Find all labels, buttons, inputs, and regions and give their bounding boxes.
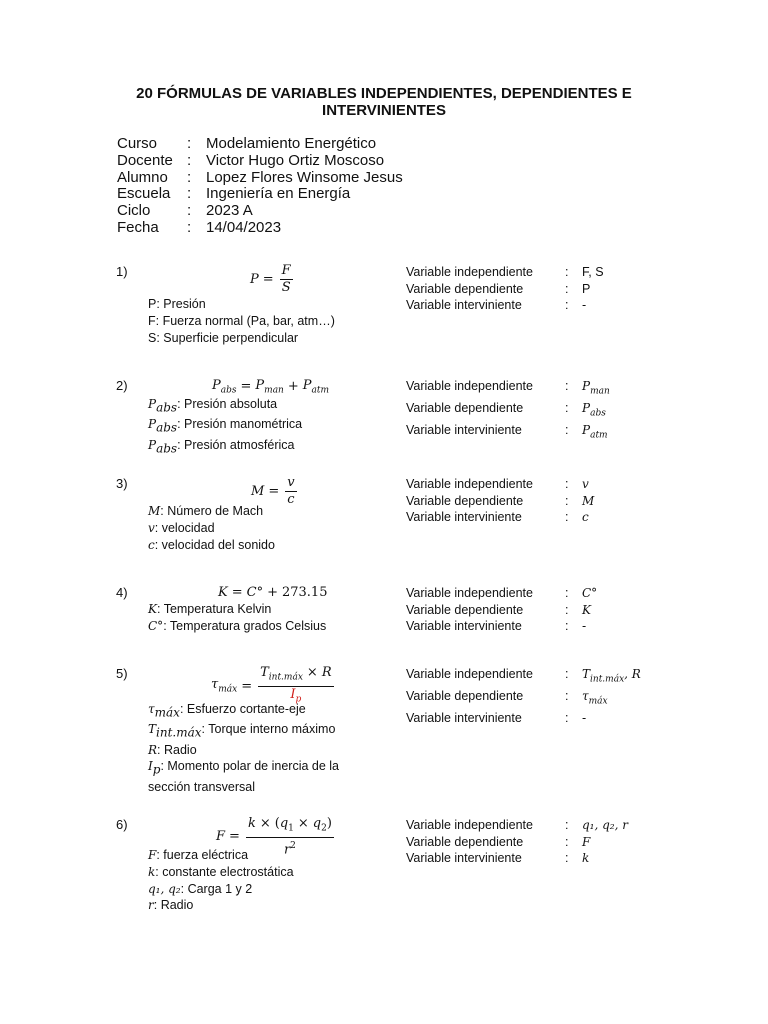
variables-list — [406, 666, 641, 726]
info-label: Ciclo — [117, 202, 151, 220]
equals-sign: = — [231, 585, 243, 600]
definition-item: P: Presión — [148, 297, 206, 311]
info-row-fecha — [117, 220, 403, 237]
info-colon: : — [187, 218, 192, 236]
var-colon: : — [565, 619, 569, 633]
var-colon: : — [565, 477, 569, 491]
variables-list — [406, 817, 628, 867]
var-value: $P_{atm}$ — [582, 422, 608, 441]
var-row-dependent — [406, 281, 604, 298]
info-colon: : — [187, 135, 192, 152]
info-row-docente — [117, 153, 403, 170]
var-colon: : — [565, 379, 569, 393]
var-label: Variable interviniente — [406, 619, 522, 633]
var-colon: : — [565, 400, 569, 415]
var-value: F, S — [582, 265, 604, 279]
fraction-denominator: c — [287, 492, 295, 507]
var-colon: : — [565, 510, 569, 524]
var-row-independent — [406, 378, 610, 400]
var-colon: : — [565, 586, 569, 600]
var-label: Variable dependiente — [406, 493, 524, 508]
var-colon: : — [565, 265, 569, 279]
formula-number: 3) — [116, 476, 128, 491]
var-label: Variable dependiente — [406, 400, 524, 415]
definition-item: F: fuerza eléctrica — [148, 848, 249, 862]
document-title: 20 FÓRMULAS DE VARIABLES INDEPENDIENTES, DEPENDIENTES E INTERVINIENTES — [136, 85, 632, 119]
definition-item: F: Fuerza normal (Pa, bar, atm…) — [148, 313, 335, 328]
info-label: Alumno — [117, 168, 168, 186]
var-colon: : — [565, 834, 569, 849]
variables-list — [406, 264, 604, 314]
formula-term: $P_{abs}$ — [212, 378, 237, 396]
var-label: Variable independiente — [406, 818, 533, 832]
var-colon: : — [565, 298, 569, 312]
var-value: - — [582, 619, 587, 633]
fraction-numerator: F — [281, 263, 291, 278]
var-value: F — [582, 834, 591, 849]
definition-item: sección transversal — [148, 779, 255, 794]
variables-list — [406, 378, 610, 444]
var-colon: : — [565, 602, 569, 617]
var-colon: : — [565, 281, 569, 296]
definitions-list — [148, 601, 326, 635]
var-row-independent — [406, 264, 604, 281]
fraction-numerator: $k \times (q_1 \times q_2)$ — [246, 817, 334, 838]
var-label: Variable dependiente — [406, 834, 524, 849]
info-label: Curso — [117, 135, 158, 152]
definition-item: v: velocidad — [148, 520, 215, 535]
equals-sign: = — [268, 484, 280, 499]
definition-item: K: Temperatura Kelvin — [148, 602, 272, 616]
var-row-independent — [406, 476, 594, 493]
formula-lhs: F — [216, 829, 226, 845]
var-row-dependent — [406, 400, 610, 422]
definition-item: $T_{int.máx}$: Torque interno máximo — [148, 722, 336, 740]
definition-item: q₁, q₂: Carga 1 y 2 — [148, 881, 253, 896]
var-colon: : — [565, 710, 569, 725]
definitions-list — [148, 847, 294, 914]
fraction-denominator: $r^2$ — [283, 840, 296, 857]
formula-lhs: K — [218, 585, 228, 600]
fraction — [280, 264, 293, 295]
definition-item: $P_{abs}$: Presión atmosférica — [148, 437, 295, 456]
equals-sign: = — [262, 272, 274, 287]
var-value: M — [582, 493, 595, 508]
formula-lhs: M — [251, 484, 265, 499]
var-value: C° — [582, 586, 598, 600]
var-label: Variable independiente — [406, 667, 533, 681]
formula-number: 5) — [116, 666, 128, 681]
plus-sign: + — [267, 585, 278, 600]
formula-term: $\tau_{máx}$ — [211, 677, 238, 695]
fraction-numerator: v — [287, 475, 295, 490]
var-value: K — [582, 602, 591, 617]
var-row-dependent — [406, 602, 597, 619]
formula-constant: 273.15 — [281, 585, 328, 600]
definition-item: c: velocidad del sonido — [148, 537, 275, 552]
equals-sign: = — [241, 678, 253, 694]
formula-number: 6) — [116, 817, 128, 832]
definition-item: k: constante electrostática — [148, 864, 294, 879]
fraction-denominator: S — [281, 280, 291, 295]
var-value: k — [582, 851, 590, 865]
var-row-intervening — [406, 422, 610, 444]
fraction — [285, 476, 296, 507]
var-value: P — [582, 281, 591, 296]
definition-item: $P_{abs}$: Presión absoluta — [148, 397, 278, 415]
var-colon: : — [565, 818, 569, 832]
var-row-intervening — [406, 710, 641, 727]
definition-item: $I_p$: Momento polar de inercia de la — [148, 759, 340, 777]
var-colon: : — [565, 493, 569, 508]
fraction-numerator: $T_{int.máx} \times R$ — [258, 666, 334, 687]
info-value: 2023 A — [206, 202, 253, 220]
info-value: Modelamiento Energético — [206, 135, 377, 152]
info-row-alumno — [117, 170, 403, 187]
formula-number: 4) — [116, 585, 128, 600]
info-label: Docente — [117, 151, 173, 169]
var-label: Variable independiente — [406, 379, 533, 393]
formula-number: 1) — [116, 264, 128, 279]
formula-term: $P_{atm}$ — [302, 378, 330, 396]
info-colon: : — [187, 168, 192, 186]
var-label: Variable interviniente — [406, 422, 522, 437]
var-row-dependent — [406, 688, 641, 710]
plus-sign: + — [287, 379, 299, 395]
info-row-curso — [117, 136, 403, 153]
info-value: Ingeniería en Energía — [206, 185, 351, 203]
var-value: - — [582, 298, 587, 312]
equals-sign: = — [229, 829, 240, 845]
info-value: 14/04/2023 — [206, 218, 282, 236]
definitions-list — [148, 296, 335, 346]
var-value: $P_{man}$ — [582, 379, 610, 397]
var-value: $P_{abs}$ — [582, 400, 606, 419]
var-row-dependent — [406, 493, 594, 510]
definition-item: R: Radio — [148, 742, 197, 757]
var-row-intervening — [406, 850, 628, 867]
var-row-dependent — [406, 834, 628, 851]
var-colon: : — [565, 851, 569, 865]
var-row-independent — [406, 585, 597, 602]
definition-item: C°: Temperatura grados Celsius — [148, 618, 327, 633]
var-label: Variable independiente — [406, 265, 533, 279]
definition-item: S: Superficie perpendicular — [148, 330, 299, 345]
var-label: Variable dependiente — [406, 688, 524, 703]
definition-item: M: Número de Mach — [148, 504, 264, 518]
var-value: q₁, q₂, r — [582, 818, 628, 832]
var-label: Variable interviniente — [406, 298, 522, 312]
formula-lhs: P — [250, 272, 259, 287]
info-label: Fecha — [117, 218, 159, 236]
definitions-list — [148, 396, 302, 457]
var-row-intervening — [406, 509, 594, 526]
info-label: Escuela — [117, 185, 171, 203]
formula-number: 2) — [116, 378, 128, 393]
var-colon: : — [565, 688, 569, 703]
var-label: Variable interviniente — [406, 510, 522, 524]
var-label: Variable independiente — [406, 586, 533, 600]
info-block — [117, 136, 403, 237]
info-colon: : — [187, 202, 192, 220]
info-row-escuela — [117, 186, 403, 203]
info-row-ciclo — [117, 203, 403, 220]
formula-expression — [218, 585, 327, 600]
var-colon: : — [565, 667, 569, 681]
var-value: c — [582, 510, 589, 524]
var-label: Variable interviniente — [406, 710, 522, 725]
var-label: Variable dependiente — [406, 281, 524, 296]
var-value: $\tau_{máx}$ — [582, 688, 608, 707]
equals-sign: = — [240, 379, 252, 395]
var-colon: : — [565, 422, 569, 437]
info-colon: : — [187, 151, 192, 169]
formula-term: C° — [246, 585, 264, 600]
var-label: Variable interviniente — [406, 851, 522, 865]
var-value: - — [582, 710, 587, 725]
variables-list — [406, 585, 597, 635]
var-row-intervening — [406, 297, 604, 314]
var-label: Variable dependiente — [406, 602, 524, 617]
info-colon: : — [187, 185, 192, 203]
var-label: Variable independiente — [406, 477, 533, 491]
var-row-independent — [406, 666, 641, 688]
info-value: Lopez Flores Winsome Jesus — [206, 168, 403, 186]
variables-list — [406, 476, 594, 526]
var-row-independent — [406, 817, 628, 834]
definitions-list — [148, 701, 339, 795]
formula-term: $P_{man}$ — [255, 378, 284, 396]
var-value: $T_{int.máx}$, R — [582, 667, 641, 685]
definitions-list — [148, 503, 275, 553]
var-value: v — [582, 477, 589, 491]
definition-item: $P_{abs}$: Presión manométrica — [148, 417, 303, 435]
definition-item: $\tau_{máx}$: Esfuerzo cortante-eje — [148, 702, 306, 720]
info-value: Victor Hugo Ortiz Moscoso — [206, 151, 385, 169]
formula-expression — [250, 264, 295, 295]
fraction-denominator: $I_p$ — [290, 686, 302, 705]
formula-expression — [212, 378, 329, 396]
var-row-intervening — [406, 618, 597, 635]
definition-item: r: Radio — [148, 898, 194, 913]
